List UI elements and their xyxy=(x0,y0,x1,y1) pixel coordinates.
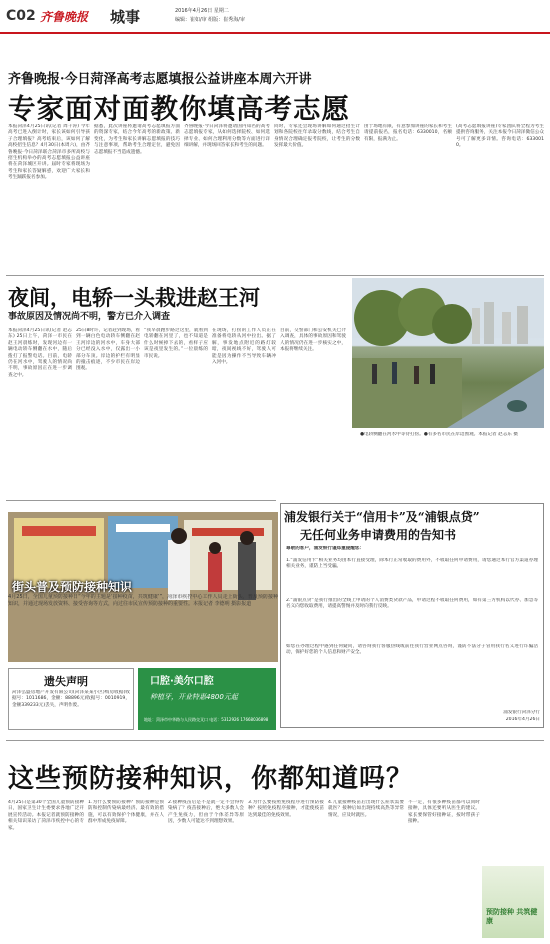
top-article-col: 据悉，此次讲座将邀请高考志愿填报方面的资深专家，结合今年高考的新政策、新变化，为考生和家长讲解志愿填报的技巧与注意事项，帮助考生合理定位，避免因志愿填报不当造成遗憾。 xyxy=(94,124,180,155)
article2-col: 目前，交警部门和公安机关已介入调查，具体的事故原因和驾驶人的情况仍在进一步核实之中，本报将继续关注。 xyxy=(280,328,346,353)
article2-subtitle: 事故原因及情况尚不明，警方已介入调查 xyxy=(8,312,171,322)
bank-notice-paragraph: 尊敬的客户，浦发银行谨郑重提醒您： xyxy=(286,546,365,551)
page-number: C02 xyxy=(6,8,36,24)
lost-notice-body: 菏泽弘盛房地产开发有限公司(菏泽某某小区)购房收据(收据号：1011686，金额：88896元)收据号：0010919，金额339233元)丢失，声明作废。 xyxy=(12,690,130,708)
divider xyxy=(6,275,544,276)
bank-notice-signature: 浦发银行菏泽分行 xyxy=(503,710,540,715)
article3-col: 1.为什么要预防接种？预防接种是预防和控制传染病最经济、最有效的措施，可以有效保护个体健康，并在人群中形成免疫屏障。 xyxy=(88,800,164,825)
bottom-illustration xyxy=(482,866,544,938)
article3-col: 4.儿童接种疫苗后出现什么症状需要就医？接种后如出现持续高热等异常情况，应及时就医。 xyxy=(328,800,404,818)
top-article-col: 由于场地有限，有意参加讲座的家长和考生请提前报名，报名电话：6330010，名额有限，报满为止。 xyxy=(364,124,452,142)
article3-col: 4月25日是第30个全国儿童预防接种日，国家卫生计生委要求各地广泛开展宣传活动。本报记者就预防接种的相关知识采访了菏泽市疾控中心的专家。 xyxy=(8,800,84,831)
divider xyxy=(6,500,276,501)
top-article-col: (高考志愿填报讲座)专家团队将全程为考生提供咨询服务，关注本报今日菏泽微信公众号可了解更多详情。咨询电话：6330010。 xyxy=(456,124,544,149)
top-article-col: 齐鲁晚报·今日菏泽将邀请国内知名的高考志愿填报专家，从如何选择院校、如何选择专业、如何合理利用分数等方面进行详细讲解，并现场回答家长和考生的问题。 xyxy=(184,124,270,149)
divider xyxy=(6,740,544,741)
bank-notice-title: 浦发银行关于“信用卡”及“浦银点贷” xyxy=(284,510,480,524)
vaccine-photo-title: 街头普及预防接种知识 xyxy=(12,580,133,594)
article2-col: 本报菏泽4月25日讯(记者 赵志东) 25日上午，菏泽一市民在赵王河晨练时，发现河边有一辆电动轿车侧翻在水中，随后拨打了报警电话。目前，电轿仍在河水中，驾驶人的情况尚不明，事故原因正在进一步调查之中。 xyxy=(8,328,72,378)
section-title: 城事 xyxy=(110,8,141,26)
article2-col: 在现场，打捞的工作人员正在准备将电轿从河中拉出。据了解，事发地点附近的路灯较暗，夜间视线不好，驾驶人可能是因为操作不当导致车辆冲入河中。 xyxy=(212,328,276,366)
page-header xyxy=(0,0,550,34)
river-photo-caption: ●电轿侧翻在河水中等待打捞。●有多名市民在岸边围观。本报记者 赵志东 摄 xyxy=(360,432,518,437)
article3-title: 这些预防接种知识，你都知道吗？ xyxy=(8,764,414,794)
river-photo xyxy=(352,278,544,428)
article2-col: “我早晨跑步路过这里，就看到电轿翻在河里了，也不知道是什么时候掉下去的，看样子应该是夜里发生的。”一位晨练的市民说。 xyxy=(144,328,208,359)
vaccine-photo-caption: 4月25日，全国儿童预防接种日“今年的主题是‘接种疫苗，共筑健康’”，菏泽市疾控中心工作人员走上街头，普及预防接种知识，并通过现场发放资料、接受咨询等方式，向过往市民宣传预防接种的重要性。本报记者 李德明 摄影报道 xyxy=(8,594,278,607)
river-scene-image xyxy=(352,278,544,428)
article2-col: 25日8时许，记者赶到现场，看到一辆白色电动轿车侧翻在赵王河岸边的河水中，车身大部分已经没入水中，仅露出一小部分车顶。岸边的护栏有明显的撞击痕迹，不少市民在岸边围观。 xyxy=(76,328,140,372)
article2-title: 夜间，电轿一头栽进赵王河 xyxy=(8,285,260,310)
date-line: 2016年4月26日 星期二 xyxy=(175,8,229,14)
article3-col: 3.为什么要按照免疫程序进行预防接种？按照免疫程序接种，才能使疫苗达到最佳的免疫效果。 xyxy=(248,800,324,818)
bank-notice-paragraph: 1.“浦发信用卡”相关业务均由本行直接受理，除本行正常收取的费用外，不收取任何申请费用，请您通过本行官方渠道办理相关业务，谨防上当受骗。 xyxy=(286,558,538,570)
bank-notice-date: 2016年4月26日 xyxy=(505,717,540,722)
bank-notice-subtitle: 无任何业务申请费用的告知书 xyxy=(300,528,457,542)
lost-notice-title: 遗失声明 xyxy=(44,675,88,688)
bank-notice-paragraph: 2.“浦银点贷”是我行推出的全线上申请的个人消费类贷款产品，申请过程不收取任何费用，如有第三方机构以代办、加急等名义向您收取费用，请提高警惕并及时向我行反映。 xyxy=(286,598,538,610)
article3-col: 2.接种疫苗后是不是就一定不会得传染病了？疫苗接种后，绝大多数人会产生免疫力，但由于个体差异等原因，少数人可能达不到理想效果。 xyxy=(168,800,244,825)
dental-ad-address: 地址：菏泽市中华路与人民路交叉口 电话：5312926 17668036898 xyxy=(144,717,269,722)
article3-col: 不一定，有很多种疫苗都可以同时接种，具体还要听从医生的建议。家长要保管好接种证，按时带孩子接种。 xyxy=(408,800,480,825)
top-article-title: 专家面对面教你填高考志愿 xyxy=(8,93,350,125)
dental-ad-slogan: 种植牙，开业特惠4800元起 xyxy=(150,693,238,701)
bottom-illustration-text: 预防接种 共筑健康 xyxy=(486,908,538,925)
newspaper-logo: 齐鲁晚报 xyxy=(40,10,89,24)
top-article-col: 本报菏泽4月25日讯(记者 周千涛) 今年高考已进入倒计时，家长该如何引导孩子合理填报？高考结束后，该如何了解高校招生信息？4月30日(本周六)，由齐鲁晚报·今日菏泽联合菏泽市多所高校与招生机构举办的高考志愿填报公益讲座将在菏泽城区开讲。届时专家将现场为考生和家长答疑解惑，欢迎广大家长和考生踊跃报名参加。 xyxy=(8,124,90,181)
top-article-kicker: 齐鲁晚报·今日菏泽高考志愿填报公益讲座本周六开讲 xyxy=(8,72,312,87)
editor-line: 编辑：崔如/审 组版：崔秀海/审 xyxy=(175,17,245,23)
bank-notice-paragraph: 如您在办理过程中遇到任何疑问，请咨询我行客服热线或前往我行营业网点咨询，谨防不法分子冒用我行名义进行诈骗活动，保护好您的个人信息和财产安全。 xyxy=(286,644,538,656)
dental-ad-brand: 口腔·美尔口腔 xyxy=(150,676,214,687)
top-article-col: 同时，专家还会现场讲解如何通过招生计划和各院校往年录取分数线，结合考生自身情况合理确定报考院校，让考生的分数发挥最大价值。 xyxy=(274,124,360,149)
